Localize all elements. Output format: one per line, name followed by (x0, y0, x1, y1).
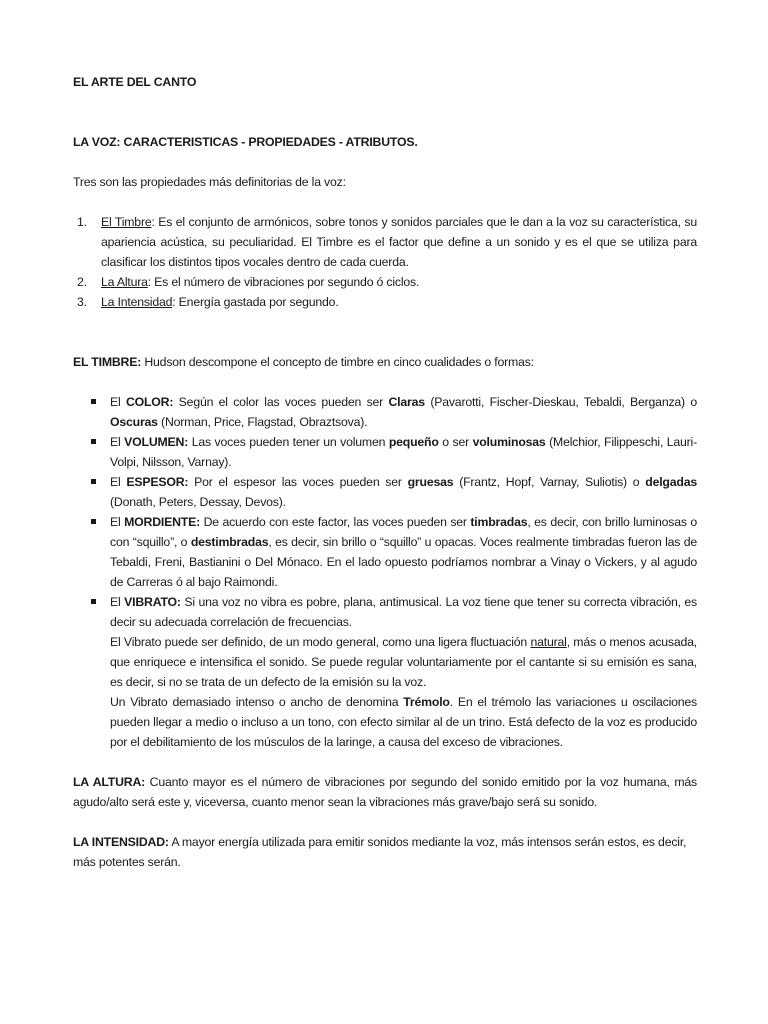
altura-label: LA ALTURA: (73, 775, 146, 789)
list-item (73, 512, 697, 592)
quality-keyword: voluminosas (472, 435, 546, 449)
list-item (73, 392, 697, 432)
quality-keyword: destimbradas (190, 535, 269, 549)
quality-text: o ser (438, 435, 473, 449)
intensidad-text: A mayor energía utilizada para emitir sonidos mediante la voz, más intensos serán estos, es decir, más potentes serán. (73, 835, 687, 869)
list-number: 3. (77, 295, 87, 309)
quality-text: El Vibrato puede ser definido, de un modo general, como una ligera fluctuación (110, 635, 531, 649)
vibrato-paragraph-2 (110, 632, 697, 692)
quality-text: (Melchior, Filippeschi, Lauri-Volpi, Nilsson, Varnay). (110, 435, 697, 469)
quality-text: . En el trémolo las variaciones u oscilaciones pueden llegar a medio o incluso a un tono, con efecto similar al de un trino. Está defecto de la voz es producido por el debilitamiento de los músculos de la laringe, a causa del exceso de vibraciones. (110, 695, 697, 749)
quality-text: Por el espesor las voces pueden ser (188, 475, 408, 489)
quality-keyword: gruesas (407, 475, 454, 489)
quality-prefix: El (110, 395, 126, 409)
altura-text: Cuanto mayor es el número de vibraciones por segundo del sonido emitido por la voz humana, más agudo/alto será este y, viceversa, cuanto menor sean la vibraciones más grave/bajo será su sonido. (73, 775, 697, 809)
vibrato-paragraph-3 (110, 692, 697, 752)
quality-text: Si una voz no vibra es pobre, plana, antimusical. La voz tiene que tener su correcta vibración, es decir su adecuada correlación de frecuencias. (110, 595, 697, 629)
list-item (73, 432, 697, 472)
list-item (73, 472, 697, 512)
altura-paragraph (73, 772, 697, 812)
list-item (73, 292, 697, 312)
property-text: : Energía gastada por segundo. (172, 295, 339, 309)
property-term: El Timbre (101, 215, 152, 229)
quality-text: Las voces pueden tener un volumen (188, 435, 389, 449)
timbre-paragraph (73, 352, 697, 372)
list-item (73, 272, 697, 292)
quality-text: , es decir, sin brillo o “squillo” u opacas. Voces realmente timbradas fueron las de Tebaldi, Freni, Bastianini o Del Mónaco. En el lado opuesto podríamos nombrar a Vinay o Vickers, y al agudo de Carreras ó al bajo Raimondi. (110, 535, 697, 589)
quality-keyword: Trémolo (403, 695, 450, 709)
timbre-qualities-list (73, 392, 697, 752)
quality-keyword: timbradas (470, 515, 528, 529)
quality-text: De acuerdo con este factor, las voces pueden ser (200, 515, 471, 529)
document-body (73, 72, 697, 872)
intensidad-paragraph (73, 832, 697, 872)
quality-text: (Donath, Peters, Dessay, Devos). (110, 495, 286, 509)
quality-text: Según el color las voces pueden ser (173, 395, 389, 409)
bullet-icon (91, 439, 96, 444)
quality-text: (Norman, Price, Flagstad, Obraztsova). (157, 415, 368, 429)
quality-label: COLOR: (125, 395, 174, 409)
intensidad-label: LA INTENSIDAD: (73, 835, 169, 849)
timbre-text: Hudson descompone el concepto de timbre en cinco cualidades o formas: (141, 355, 534, 369)
document-title: EL ARTE DEL CANTO (73, 75, 197, 89)
quality-prefix: El (110, 435, 125, 449)
properties-list (73, 212, 697, 312)
property-term: La Intensidad (101, 295, 173, 309)
section-heading: LA VOZ: CARACTERISTICAS - PROPIEDADES - ATRIBUTOS. (73, 135, 418, 149)
property-text: : Es el conjunto de armónicos, sobre tonos y sonidos parciales que le dan a la voz su característica, su apariencia acústica, su peculiaridad. El Timbre es el factor que define a un sonido y es el que se utiliza para clasificar los distintos tipos vocales dentro de cada cuerda. (101, 215, 697, 269)
quality-label: MORDIENTE: (124, 515, 200, 529)
quality-text: (Pavarotti, Fischer-Dieskau, Tebaldi, Berganza) o (424, 395, 697, 409)
quality-label: VOLUMEN: (124, 435, 189, 449)
quality-label: ESPESOR: (126, 475, 189, 489)
quality-text: , más o menos acusada, que enriquece e intensifica el sonido. Se puede regular voluntariamente por el cantante si su emisión es sana, es decir, si no se trata de un defecto de la emisión su la voz. (110, 635, 697, 689)
quality-keyword: Claras (388, 395, 425, 409)
property-text: : Es el número de vibraciones por segundo ó ciclos. (147, 275, 420, 289)
quality-keyword: Oscuras (110, 415, 158, 429)
quality-keyword: pequeño (388, 435, 439, 449)
quality-label: VIBRATO: (124, 595, 181, 609)
list-item (73, 212, 697, 272)
intro-paragraph: Tres son las propiedades más definitorias de la voz: (73, 175, 346, 189)
bullet-icon (91, 599, 96, 604)
bullet-icon (91, 519, 96, 524)
list-number: 1. (77, 215, 87, 229)
bullet-icon (91, 399, 96, 404)
quality-text: , es decir, con brillo luminosas o con “squillo”, o (110, 515, 697, 549)
quality-text: Un Vibrato demasiado intenso o ancho de denomina (110, 695, 404, 709)
timbre-label: EL TIMBRE: (73, 355, 142, 369)
quality-prefix: El (110, 595, 125, 609)
property-term: La Altura (101, 275, 148, 289)
list-number: 2. (77, 275, 87, 289)
quality-prefix: El (110, 475, 127, 489)
quality-underlined: natural (530, 635, 567, 649)
list-item (73, 592, 697, 752)
bullet-icon (91, 479, 96, 484)
quality-prefix: El (110, 515, 125, 529)
vibrato-paragraph-1 (110, 592, 697, 632)
quality-text: (Frantz, Hopf, Varnay, Suliotis) o (453, 475, 646, 489)
quality-keyword: delgadas (645, 475, 697, 489)
